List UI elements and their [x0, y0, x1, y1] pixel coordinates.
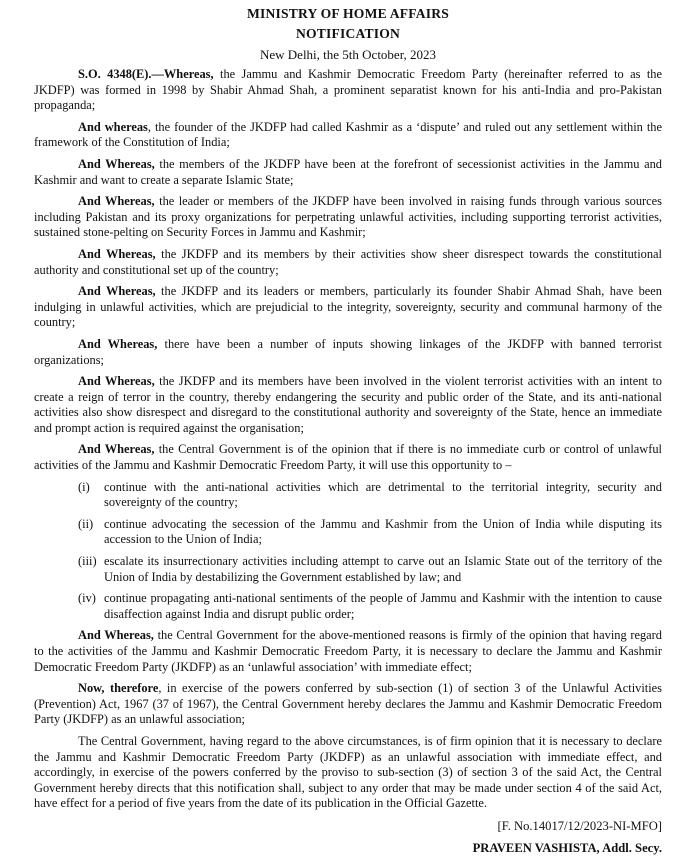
list-item	[34, 591, 662, 622]
paragraph-text: the JKDFP and its members have been involved in the violent terrorist activities with an intent to create a reign of terror in the country, thereby endangering the security and public order of the State, and its anti-national activities also show disrespect and disregard to the constitutional authority and sovereignty of the State, hence an immediate and prompt action is required against the organisation;	[34, 374, 662, 435]
paragraph-text: The Central Government, having regard to the above circumstances, is of firm opinion that it is necessary to declare the Jammu and Kashmir Democratic Freedom Party (JKDFP) as an unlawful association with immediate effect, and accordingly, in exercise of the powers conferred by the proviso to sub-section (3) of section 3 of the said Act, the Central Government hereby directs that this notification shall, subject to any order that may be made under section 4 of the said Act, have effect for a period of five years from the date of its publication in the Official Gazette.	[34, 733, 662, 811]
paragraph-lead: And Whereas,	[78, 442, 155, 457]
ministry-heading: MINISTRY OF HOME AFFAIRS	[246, 6, 450, 21]
document-type-heading: NOTIFICATION	[295, 26, 401, 41]
list-item-number: (iv)	[78, 591, 96, 606]
paragraph-text: the leader or members of the JKDFP have been involved in raising funds through various sources including Pakistan and its proxy organizations for perpetrating unlawful activities, including supporting terrorist activities, sustained stone-pelting on Security Forces in Jammu and Kashmir;	[34, 194, 663, 240]
paragraph-text: the Central Government is of the opinion that if there is no immediate curb or control of unlawful activities of the Jammu and Kashmir Democratic Freedom Party, it will use this opportunity to –	[34, 442, 662, 473]
grounds-list	[34, 480, 662, 623]
file-reference: [F. No.14017/12/2023-NI-MFO]	[497, 818, 662, 833]
paragraph-text: there have been a number of inputs showing linkages of the JKDFP with banned terrorist organizations;	[34, 336, 662, 367]
list-item-text: continue with the anti-national activities which are detrimental to the territorial integrity, security and sovereignty of the country;	[104, 479, 662, 510]
paragraph-lead: And Whereas,	[78, 374, 155, 389]
paragraph-text: , the founder of the JKDFP had called Kashmir as a ‘dispute’ and ruled out any settlement within the framework of the Constitution of India;	[34, 119, 662, 150]
paragraph	[34, 442, 662, 473]
paragraph-lead: And Whereas,	[78, 628, 154, 643]
paragraph	[34, 247, 662, 278]
list-item-number: (iii)	[78, 554, 97, 569]
list-item-number: (ii)	[78, 516, 94, 531]
paragraph-text: the Jammu and Kashmir Democratic Freedom Party (hereinafter referred to as the JKDFP) was formed in 1998 by Shabir Ahmad Shah, a prominent separatist known for his anti-India and pro-Pakistan propaganda;	[34, 67, 662, 113]
paragraph	[34, 194, 662, 241]
preamble	[34, 67, 662, 474]
list-item	[34, 480, 662, 511]
list-item	[34, 554, 662, 585]
paragraph-lead: S.O. 4348(E).—Whereas,	[78, 67, 214, 81]
paragraph-text: the members of the JKDFP have been at the forefront of secessionist activities in the Jammu and Kashmir and want to create a separate Islamic State;	[34, 156, 662, 187]
paragraph	[34, 628, 662, 675]
paragraph-text: the JKDFP and its leaders or members, particularly its founder Shabir Ahmad Shah, have been indulging in unlawful activities, which are prejudicial to the integrity, sovereignty, security and communal harmony of the country;	[34, 284, 663, 330]
paragraph	[34, 157, 662, 188]
list-item-text: escalate its insurrectionary activities including attempt to carve out an Islamic State out of the territory of the Union of India by destabilizing the Government established by law; and	[104, 554, 662, 584]
paragraph-lead: And Whereas,	[78, 246, 156, 261]
paragraph-text: the JKDFP and its members by their activities show sheer disrespect towards the constitutional authority and constitutional set up of the country;	[34, 246, 662, 277]
paragraph-text: the Central Government for the above-mentioned reasons is firmly of the opinion that having regard to the activities of the Jammu and Kashmir Democratic Freedom Party, it is necessary to declare the Jammu and Kashmir Democratic Freedom Party (JKDFP) as an ‘unlawful association’ with immediate effect;	[34, 628, 662, 674]
paragraph-lead: And Whereas,	[78, 336, 158, 351]
signatory: PRAVEEN VASHISTA, Addl. Secy.	[472, 840, 662, 855]
paragraph	[34, 284, 662, 331]
list-item	[34, 517, 662, 548]
place-date: New Delhi, the 5th October, 2023	[259, 47, 437, 62]
list-item-text: continue propagating anti-national sentiments of the people of Jammu and Kashmir with the intention to cause disaffection against India and disrupt public order;	[104, 591, 662, 621]
paragraph-lead: And Whereas,	[78, 284, 156, 299]
paragraph	[34, 120, 662, 151]
paragraph-effect	[34, 734, 662, 812]
paragraph	[34, 337, 662, 368]
paragraph-declaration	[34, 681, 662, 728]
paragraph-text: , in exercise of the powers conferred by sub-section (1) of section 3 of the Unlawful Activities (Prevention) Act, 1967 (37 of 1967), the Central Government hereby declares the Jammu and Kashmir Democratic Freedom Party (JKDFP) as an unlawful association;	[34, 681, 662, 727]
paragraph	[34, 374, 662, 436]
paragraph-lead: And Whereas,	[78, 194, 155, 209]
list-item-number: (i)	[78, 479, 90, 494]
paragraph-lead: And whereas	[78, 119, 148, 134]
operative-part	[34, 628, 662, 812]
paragraph-lead: And Whereas,	[78, 156, 155, 171]
paragraph-so-number	[34, 67, 662, 114]
paragraph-lead: Now, therefore	[78, 681, 159, 696]
list-item-text: continue advocating the secession of the Jammu and Kashmir from the Union of India while disputing its accession to the Union of India;	[104, 516, 662, 547]
